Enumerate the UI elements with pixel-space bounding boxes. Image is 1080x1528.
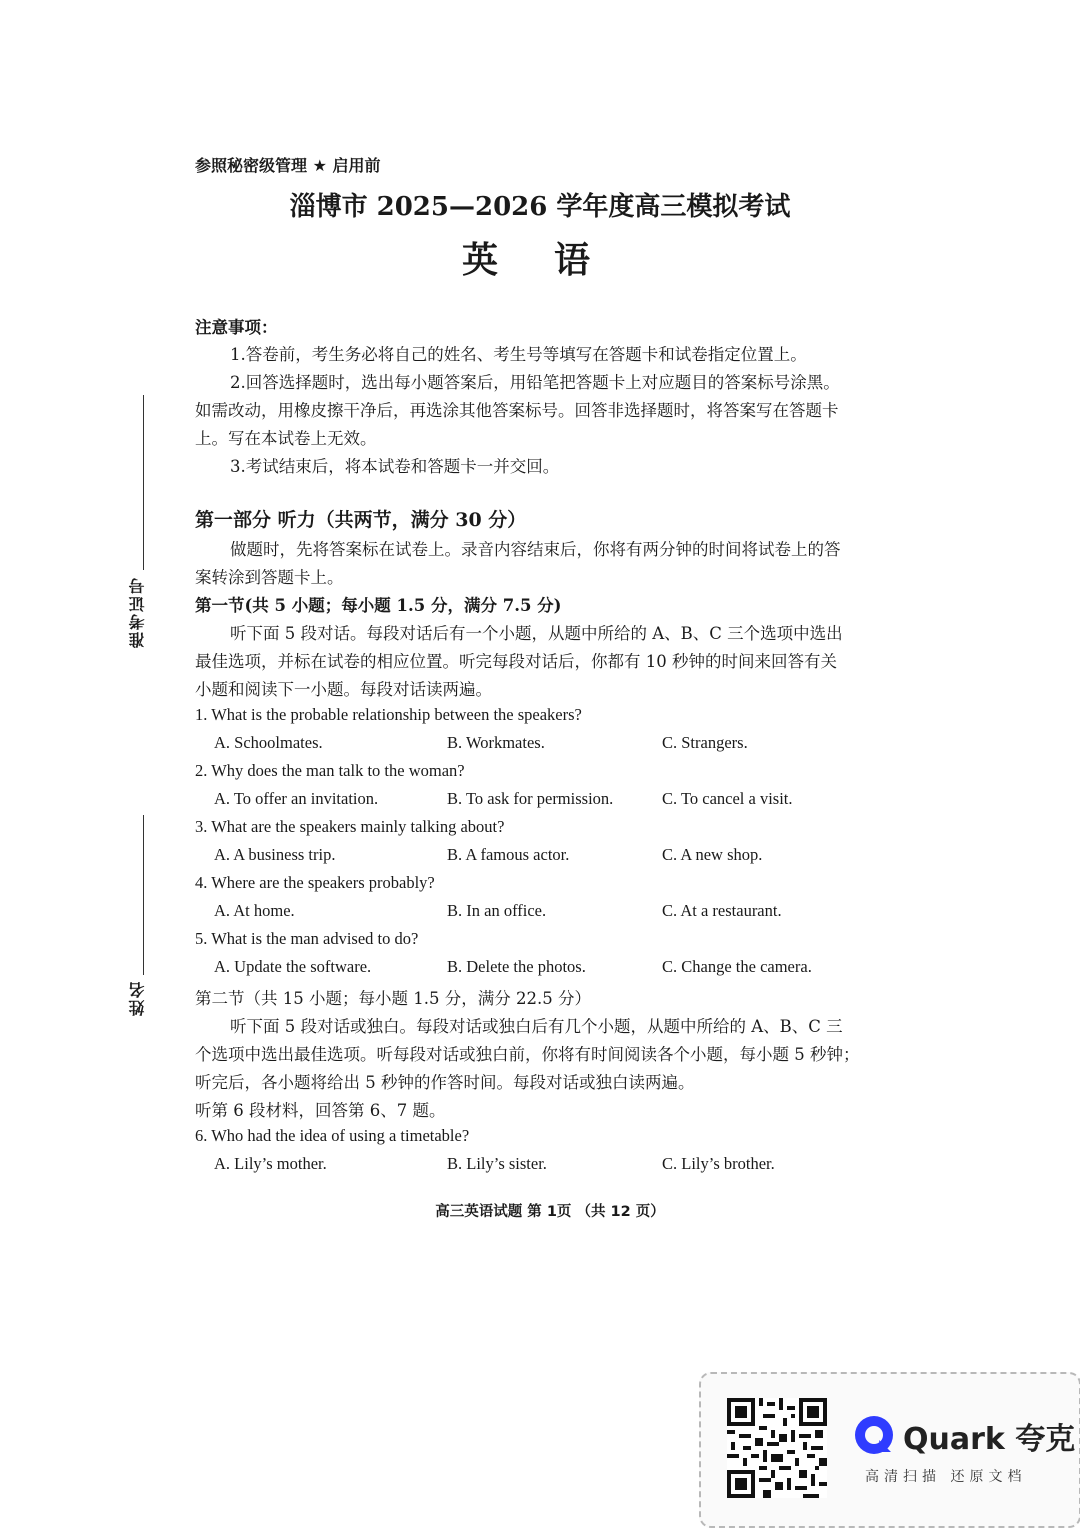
question-5: 5. What is the man advised to do?: [195, 929, 419, 948]
exam-title: 淄博市 2025—2026 学年度高三模拟考试: [289, 192, 791, 222]
question-6-option-a: A. Lily’s mother.: [214, 1154, 327, 1173]
question-2-option-a: A. To offer an invitation.: [214, 789, 379, 808]
question-1: 1. What is the probable relationship between the speakers?: [195, 705, 582, 724]
section2-heading: 第二节（共 15 小题；每小题 1.5 分，满分 22.5 分）: [195, 989, 591, 1008]
question-3-option-b: B. A famous actor.: [447, 845, 570, 864]
notes-heading: 注意事项：: [195, 318, 278, 337]
section1-intro-line-3: 小题和阅读下一小题。每段对话读两遍。: [195, 680, 492, 699]
question-2-option-c: C. To cancel a visit.: [662, 789, 793, 808]
question-5-option-a: A. Update the software.: [214, 957, 372, 976]
section2-material-note: 听第 6 段材料，回答第 6、7 题。: [195, 1101, 446, 1120]
part1-intro-line-1: 做题时，先将答案标在试卷上。录音内容结束后，你将有两分钟的时间将试卷上的答: [230, 540, 841, 559]
quark-logo-icon: [853, 1414, 895, 1456]
part1-heading: 第一部分 听力（共两节，满分 30 分）: [195, 509, 527, 531]
exam-id-label: 准考证号: [128, 576, 147, 648]
secret-level-label: 参照秘密级管理 ★ 启用前: [195, 156, 381, 175]
subject-title: 英语: [461, 239, 646, 281]
notes-item-3: 3.考试结束后，将本试卷和答题卡一并交回。: [230, 457, 560, 476]
quark-watermark[interactable]: [699, 1372, 1080, 1528]
question-5-option-c: C. Change the camera.: [662, 957, 812, 976]
section2-intro-line-2: 个选项中选出最佳选项。听每段对话或独白前，你将有时间阅读各个小题，每小题 5 秒钟；: [195, 1045, 860, 1064]
notes-item-2-line-3: 上。写在本试卷上无效。: [195, 429, 377, 448]
question-2-option-b: B. To ask for permission.: [447, 789, 614, 808]
question-4-option-c: C. At a restaurant.: [662, 901, 782, 920]
question-1-option-c: C. Strangers.: [662, 733, 748, 752]
name-line: [143, 815, 144, 975]
question-3: 3. What are the speakers mainly talking about?: [195, 817, 505, 836]
question-3-option-a: A. A business trip.: [214, 845, 336, 864]
question-3-option-c: C. A new shop.: [662, 845, 763, 864]
question-1-option-b: B. Workmates.: [447, 733, 545, 752]
question-6-option-b: B. Lily’s sister.: [447, 1154, 547, 1173]
quark-brand: Quark 夸克: [903, 1422, 1076, 1457]
question-6-option-c: C. Lily’s brother.: [662, 1154, 775, 1173]
question-1-option-a: A. Schoolmates.: [214, 733, 323, 752]
question-4-option-a: A. At home.: [214, 901, 295, 920]
notes-item-2-line-1: 2.回答选择题时，选出每小题答案后，用铅笔把答题卡上对应题目的答案标号涂黑。: [230, 373, 840, 392]
question-2: 2. Why does the man talk to the woman?: [195, 761, 465, 780]
name-label: 姓名: [128, 980, 147, 1016]
question-4-option-b: B. In an office.: [447, 901, 547, 920]
section2-intro-line-3: 听完后，各小题将给出 5 秒钟的作答时间。每段对话或独白读两遍。: [195, 1073, 695, 1092]
id-number-line: [143, 395, 144, 570]
question-4: 4. Where are the speakers probably?: [195, 873, 435, 892]
section1-intro-line-1: 听下面 5 段对话。每段对话后有一个小题，从题中所给的 A、B、C 三个选项中选出: [230, 624, 843, 643]
question-5-option-b: B. Delete the photos.: [447, 957, 586, 976]
part1-intro-line-2: 案转涂到答题卡上。: [195, 568, 344, 587]
section1-heading: 第一节(共 5 小题；每小题 1.5 分，满分 7.5 分): [195, 596, 562, 615]
notes-item-1: 1.答卷前，考生务必将自己的姓名、考生号等填写在答题卡和试卷指定位置上。: [230, 345, 807, 364]
question-6: 6. Who had the idea of using a timetable?: [195, 1126, 470, 1145]
notes-item-2-line-2: 如需改动，用橡皮擦干净后，再选涂其他答案标号。回答非选择题时，将答案写在答题卡: [195, 401, 839, 420]
section2-intro-line-1: 听下面 5 段对话或独白。每段对话或独白后有几个小题，从题中所给的 A、B、C 三: [230, 1017, 843, 1036]
quark-tagline: 高清扫描 还原文档: [865, 1469, 1027, 1485]
page-footer: 高三英语试题 第 1页 （共 12 页）: [435, 1204, 665, 1220]
qr-code-icon[interactable]: [727, 1398, 827, 1498]
section1-intro-line-2: 最佳选项，并标在试卷的相应位置。听完每段对话后，你都有 10 秒钟的时间来回答有关: [195, 652, 837, 671]
